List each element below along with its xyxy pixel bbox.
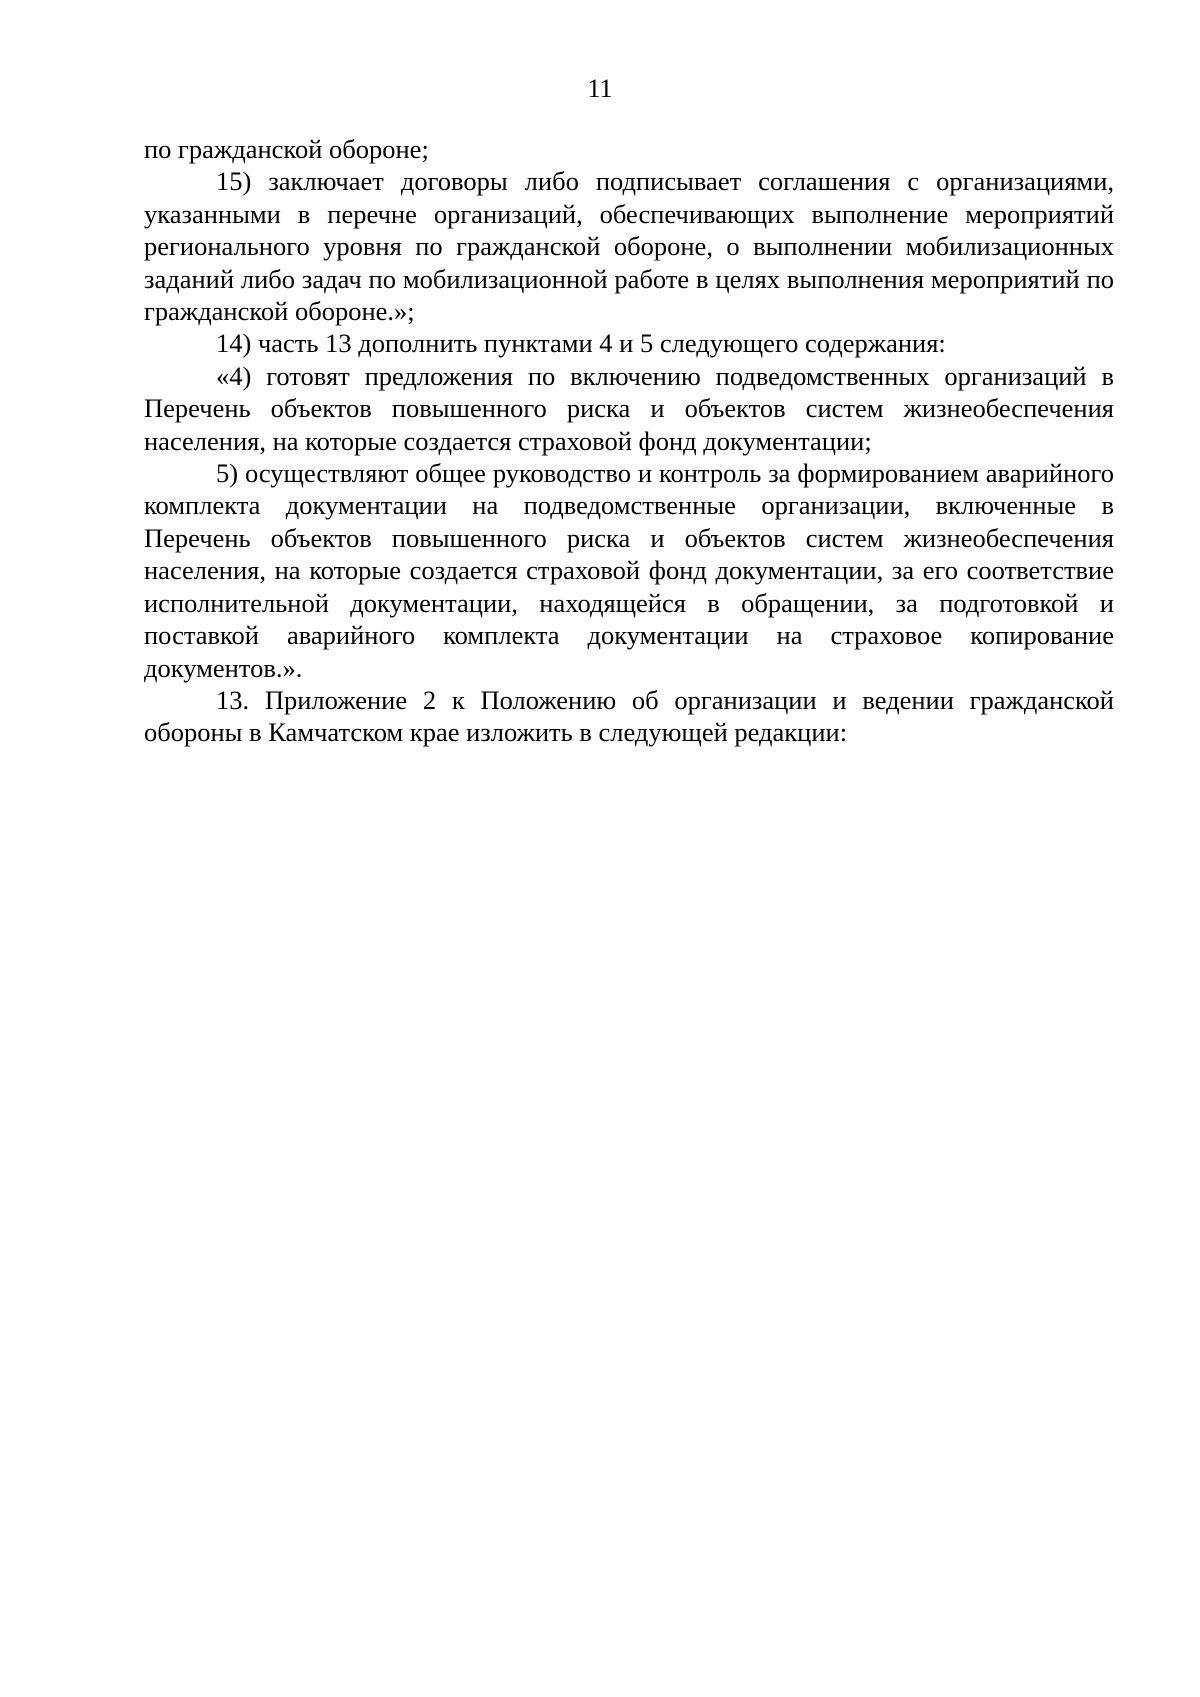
paragraph-subitem-5: 5) осуществляют общее руководство и контроль за формированием аварийного комплекта документации на подведомственные организации, включенные в Перечень объектов повышенного риска и объектов систем жизнеобеспечения населения, на которые создается страховой фонд документации, за его соответствие исполнительной документации, находящейся в обращении, за подготовкой и поставкой аварийного комплекта документации на страховое копирование документов.». xyxy=(144,458,1114,683)
document-body xyxy=(144,133,1114,749)
paragraph-item-15: 15) заключает договоры либо подписывает соглашения с организациями, указанными в перечне организаций, обеспечивающих выполнение мероприятий регионального уровня по гражданской обороне, о выполнении мобилизационных заданий либо задач по мобилизационной работе в целях выполнения мероприятий по гражданской обороне.»; xyxy=(144,166,1114,327)
page-number: 11 xyxy=(587,74,613,103)
paragraph-subitem-4: «4) готовят предложения по включению подведомственных организаций в Перечень объектов повышенного риска и объектов систем жизнеобеспечения населения, на которые создается страховой фонд документации; xyxy=(144,360,1114,456)
paragraph-continuation: по гражданской обороне; xyxy=(144,134,429,164)
paragraph-item-14: 14) часть 13 дополнить пунктами 4 и 5 следующего содержания: xyxy=(216,328,946,359)
paragraph-item-13: 13. Приложение 2 к Положению об организации и ведении гражданской обороны в Камчатском крае изложить в следующей редакции: xyxy=(144,684,1114,748)
